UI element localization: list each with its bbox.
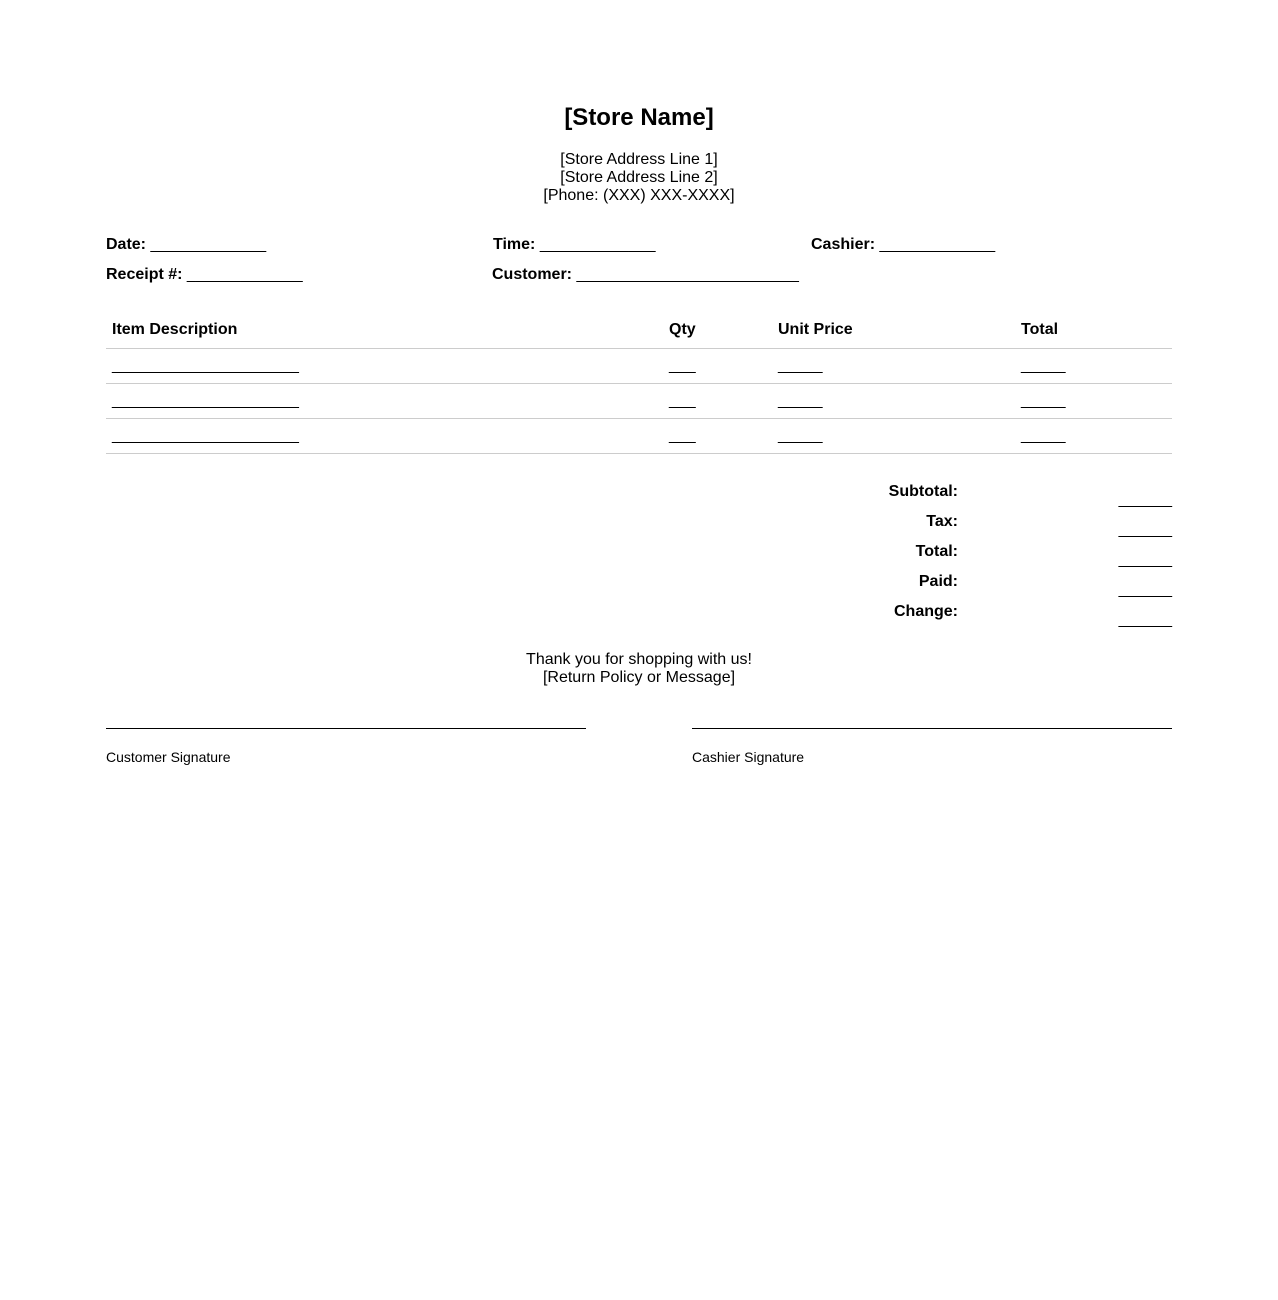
receipt-blank[interactable]: _____________ bbox=[186, 266, 303, 283]
paid-row bbox=[860, 573, 1172, 603]
thank-you-text: Thank you for shopping with us! bbox=[526, 651, 752, 668]
time-label: Time: bbox=[493, 236, 536, 253]
cell-total[interactable]: _____ bbox=[1015, 383, 1172, 418]
date-field[interactable] bbox=[106, 235, 266, 255]
cell-description[interactable]: _____________________ bbox=[106, 418, 663, 453]
return-policy-text: [Return Policy or Message] bbox=[542, 669, 736, 686]
subtotal-label: Subtotal: bbox=[888, 483, 958, 500]
table-row bbox=[106, 348, 1172, 383]
cell-qty[interactable]: ___ bbox=[663, 348, 772, 383]
table-row bbox=[106, 383, 1172, 418]
customer-signature-label: Customer Signature bbox=[106, 749, 231, 765]
time-blank[interactable]: _____________ bbox=[539, 236, 656, 253]
paid-blank[interactable]: ______ bbox=[1118, 581, 1172, 598]
customer-label: Customer: bbox=[492, 266, 573, 283]
change-blank[interactable]: ______ bbox=[1118, 611, 1172, 628]
header-description: Item Description bbox=[106, 312, 663, 348]
customer-field[interactable] bbox=[492, 265, 799, 285]
address-line-2: [Store Address Line 2] bbox=[560, 169, 718, 186]
subtotal-row bbox=[860, 483, 1172, 513]
cell-unit-price[interactable]: _____ bbox=[772, 418, 1015, 453]
cell-qty[interactable]: ___ bbox=[663, 383, 772, 418]
footer-message bbox=[0, 651, 1278, 687]
cell-unit-price[interactable]: _____ bbox=[772, 348, 1015, 383]
cell-description[interactable]: _____________________ bbox=[106, 348, 663, 383]
store-name: [Store Name] bbox=[564, 104, 714, 131]
total-blank[interactable]: ______ bbox=[1118, 551, 1172, 568]
cashier-blank[interactable]: _____________ bbox=[879, 236, 996, 253]
date-label: Date: bbox=[106, 236, 147, 253]
tax-row bbox=[860, 513, 1172, 543]
cell-total[interactable]: _____ bbox=[1015, 348, 1172, 383]
address-line-1: [Store Address Line 1] bbox=[560, 151, 718, 168]
header-unit-price: Unit Price bbox=[772, 312, 1015, 348]
tax-label: Tax: bbox=[926, 513, 958, 530]
change-row bbox=[860, 603, 1172, 633]
tax-blank[interactable]: ______ bbox=[1118, 521, 1172, 538]
customer-signature-line[interactable] bbox=[106, 728, 586, 729]
table-header bbox=[106, 312, 1172, 348]
header-total: Total bbox=[1015, 312, 1172, 348]
total-row bbox=[860, 543, 1172, 573]
total-label: Total: bbox=[915, 543, 958, 560]
cashier-label: Cashier: bbox=[811, 236, 876, 253]
receipt-label: Receipt #: bbox=[106, 266, 183, 283]
cashier-field[interactable] bbox=[811, 235, 995, 255]
customer-blank[interactable]: _________________________ bbox=[576, 266, 799, 283]
totals-section bbox=[860, 483, 1172, 633]
cell-qty[interactable]: ___ bbox=[663, 418, 772, 453]
items-table bbox=[106, 312, 1172, 454]
cell-description[interactable]: _____________________ bbox=[106, 383, 663, 418]
change-label: Change: bbox=[894, 603, 958, 620]
time-field[interactable] bbox=[493, 235, 656, 255]
paid-label: Paid: bbox=[918, 573, 958, 590]
cashier-signature-line[interactable] bbox=[692, 728, 1172, 729]
cell-unit-price[interactable]: _____ bbox=[772, 383, 1015, 418]
table-row bbox=[106, 418, 1172, 453]
cashier-signature-label: Cashier Signature bbox=[692, 749, 805, 765]
receipt-field[interactable] bbox=[106, 265, 303, 285]
subtotal-blank[interactable]: ______ bbox=[1118, 491, 1172, 508]
store-phone: [Phone: (XXX) XXX-XXXX] bbox=[543, 187, 735, 204]
cell-total[interactable]: _____ bbox=[1015, 418, 1172, 453]
date-blank[interactable]: _____________ bbox=[150, 236, 267, 253]
header-qty: Qty bbox=[663, 312, 772, 348]
store-address bbox=[0, 151, 1278, 205]
